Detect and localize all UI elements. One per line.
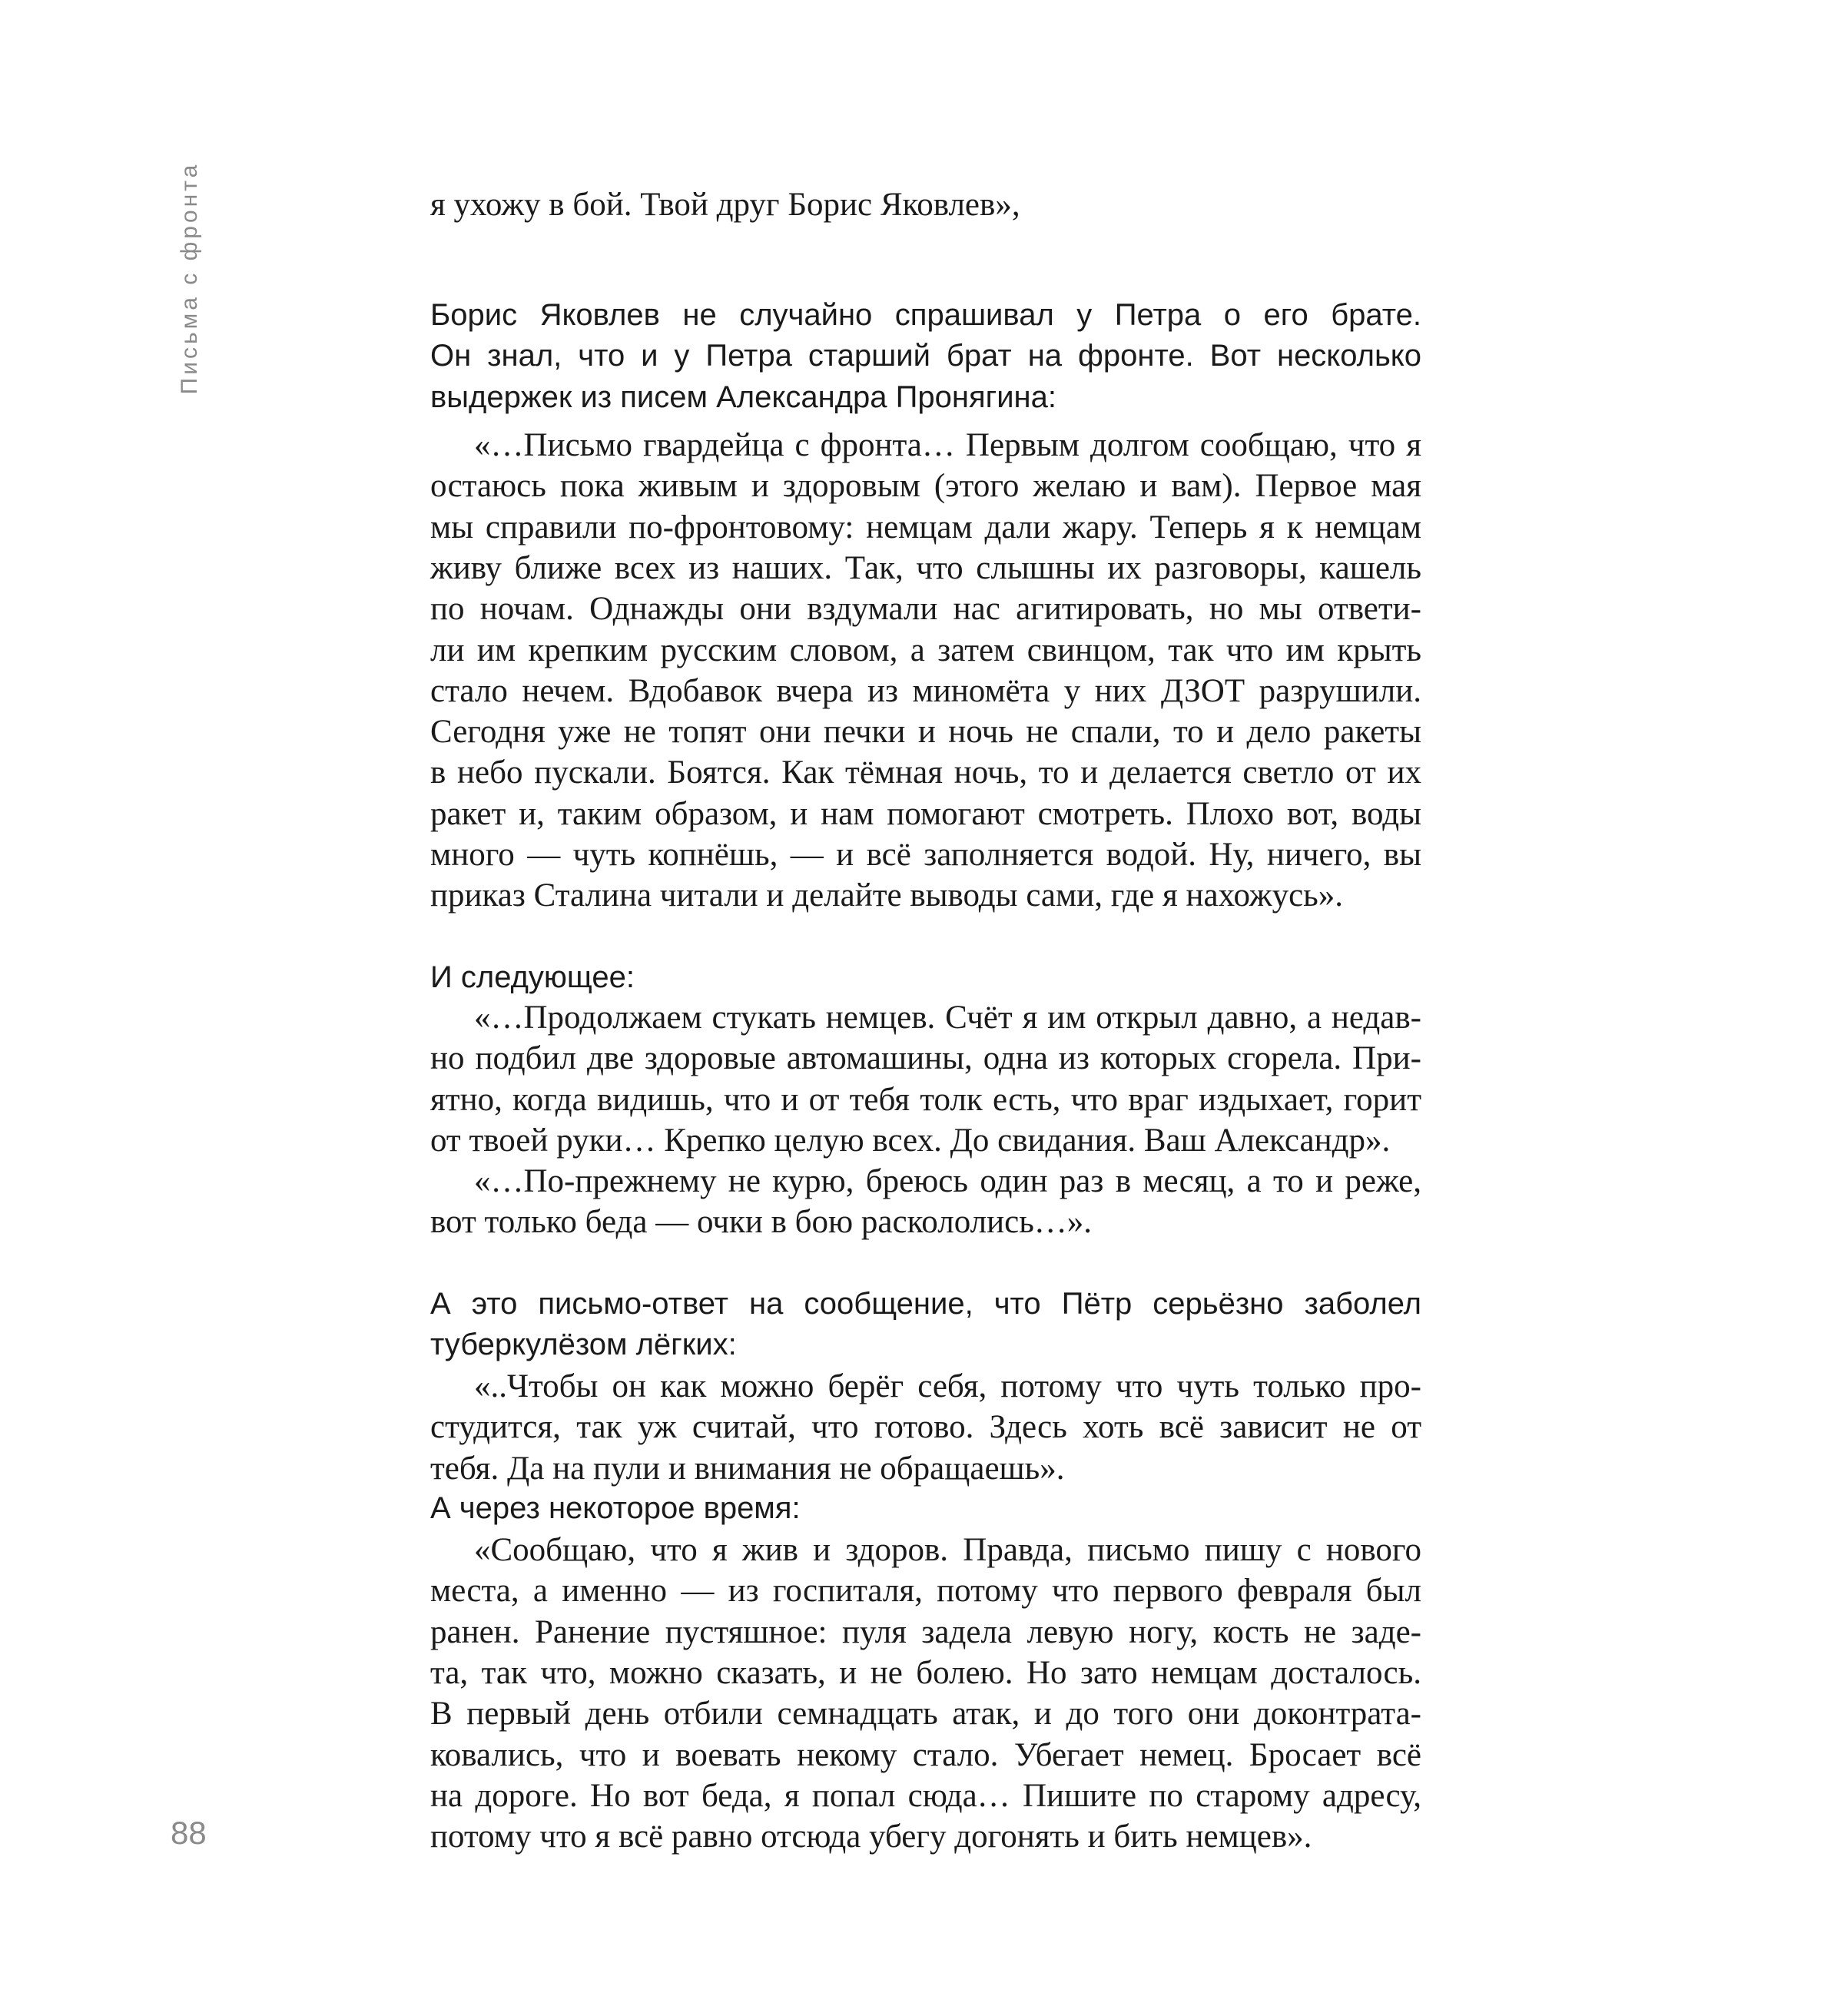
quote-text-line: мы справили по-фронтовому: немцам дали жару. Теперь я к немцам	[430, 509, 1421, 545]
quote-text-line: Сегодня уже не топят они печки и ночь не спали, то и дело ракеты	[430, 714, 1421, 751]
quote-text-line: я ухожу в бой. Твой друг Борис Яковлев»,	[430, 187, 1020, 223]
quote-text-line: стало нечем. Вдобавок вчера из миномёта у них ДЗОТ разрушили.	[430, 672, 1421, 709]
body-text-line: выдержек из писем Александра Пронягина:	[430, 380, 1056, 414]
quote-text-line: студится, так уж считай, что готово. Здесь хоть всё зависит не от	[430, 1409, 1421, 1446]
quote-text-line: «..Чтобы он как можно берёг себя, потому что чуть только про-	[474, 1368, 1421, 1404]
quote-text-line: ли им крепким русским словом, а затем свинцом, так что им крыть	[430, 632, 1421, 668]
quote-text-line: ятно, когда видишь, что и от тебя толк есть, что враг издыхает, горит	[430, 1081, 1421, 1118]
quote-text-line: ковались, что и воевать некому стало. Убегает немец. Бросает всё	[430, 1736, 1421, 1773]
quote-text-line: но подбил две здоровые автомашины, одна из которых сгорела. При-	[430, 1040, 1421, 1077]
quote-text-line: от твоей руки… Крепко целую всех. До свидания. Ваш Александр».	[430, 1122, 1391, 1159]
quote-text-line: «…Продолжаем стукать немцев. Счёт я им открыл давно, а недав-	[474, 1000, 1421, 1036]
quote-text-line: ракет и, таким образом, и нам помогают смотреть. Плохо вот, воды	[430, 795, 1421, 832]
body-text-line: А через некоторое время:	[430, 1491, 801, 1525]
quote-text-line: тебя. Да на пули и внимания не обращаешь».	[430, 1450, 1065, 1487]
body-text-line: И следующее:	[430, 960, 635, 994]
quote-text-line: ранен. Ранение пустяшное: пуля задела левую ногу, кость не заде-	[430, 1613, 1421, 1650]
quote-text-line: на дороге. Но вот беда, я попал сюда… Пишите по старому адресу,	[430, 1777, 1421, 1814]
body-text-line: А это письмо-ответ на сообщение, что Пётр серьёзно заболел	[430, 1287, 1421, 1321]
body-text-line: Борис Яковлев не случайно спрашивал у Петра о его брате.	[430, 298, 1421, 332]
quote-text-line: та, так что, можно сказать, и не болею. Но зато немцам досталось.	[430, 1654, 1421, 1691]
page-number: 88	[171, 1815, 207, 1851]
quote-text-line: по ночам. Однажды они вздумали нас агитировать, но мы ответи-	[430, 591, 1421, 628]
body-text-line: Он знал, что и у Петра старший брат на фронте. Вот несколько	[430, 339, 1421, 373]
quote-text-line: потому что я всё равно отсюда убегу догонять и бить немцев».	[430, 1819, 1312, 1855]
quote-text-line: «Сообщаю, что я жив и здоров. Правда, письмо пишу с нового	[474, 1532, 1421, 1568]
quote-text-line: приказ Сталина читали и делайте выводы сами, где я нахожусь».	[430, 877, 1344, 914]
quote-text-line: «…Письмо гвардейца с фронта… Первым долгом сообщаю, что я	[474, 427, 1421, 463]
quote-text-line: много — чуть копнёшь, — и всё заполняется водой. Ну, ничего, вы	[430, 837, 1421, 873]
quote-text-line: вот только беда — очки в бою раскололись…».	[430, 1204, 1093, 1241]
running-head: Письма с фронта	[177, 161, 202, 395]
quote-text-line: В первый день отбили семнадцать атак, и до того они доконтрата-	[430, 1696, 1421, 1732]
body-text-line: туберкулёзом лёгких:	[430, 1328, 737, 1362]
quote-text-line: остаюсь пока живым и здоровым (этого желаю и вам). Первое мая	[430, 468, 1421, 505]
quote-text-line: живу ближе всех из наших. Так, что слышны их разговоры, кашель	[430, 549, 1421, 586]
quote-text-line: в небо пускали. Боятся. Как тёмная ночь, то и делается светло от их	[430, 754, 1421, 791]
quote-text-line: «…По-прежнему не курю, бреюсь один раз в месяц, а то и реже,	[474, 1163, 1421, 1199]
quote-text-line: места, а именно — из госпиталя, потому что первого февраля был	[430, 1573, 1421, 1610]
